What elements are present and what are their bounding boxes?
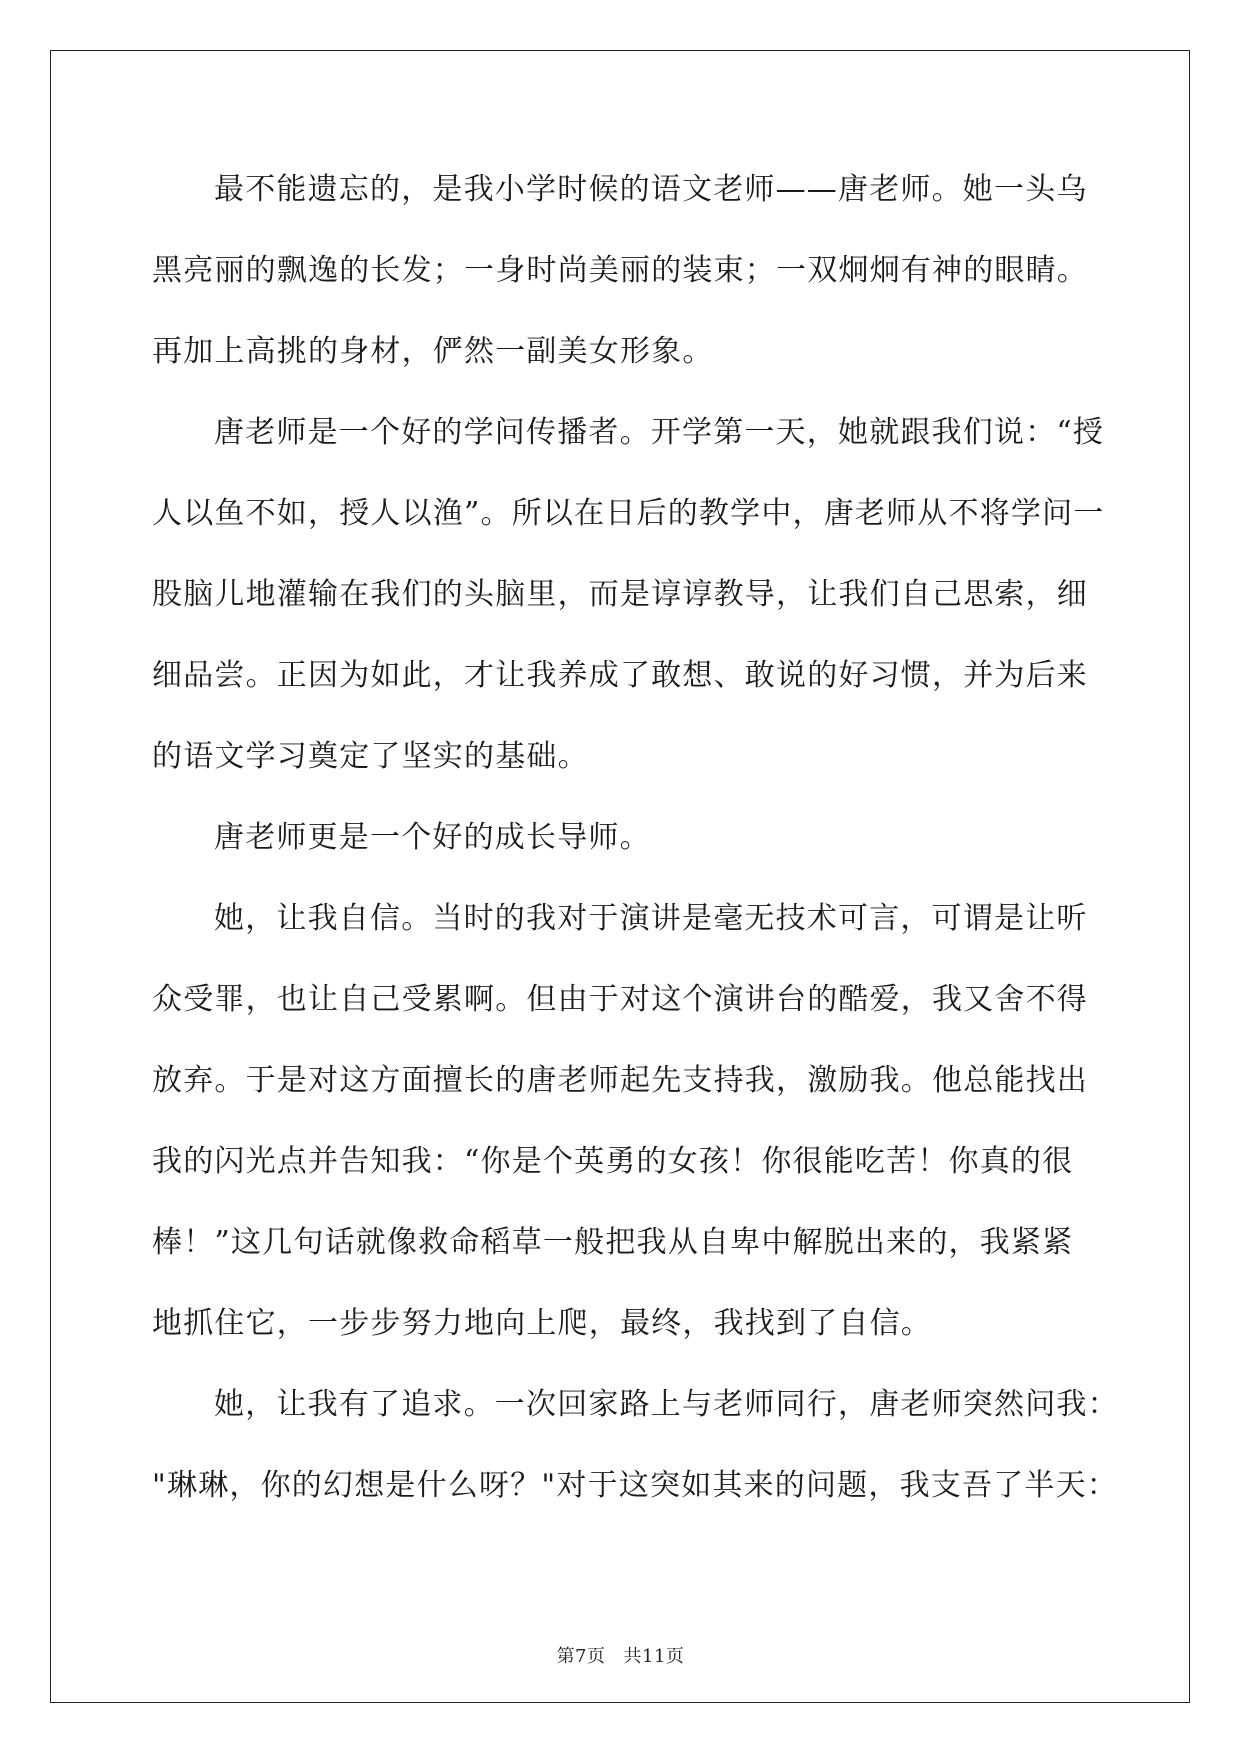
text-line: 放弃。于是对这方面擅长的唐老师起先支持我，激励我。他总能找出: [152, 1063, 1088, 1098]
text-line: 再加上高挑的身材，俨然一副美女形象。: [152, 334, 714, 369]
text-line: 细品尝。正因为如此，才让我养成了敢想、敢说的好习惯，并为后来: [152, 658, 1088, 693]
text-line: 的语文学习奠定了坚实的基础。: [152, 739, 589, 774]
text-line: "琳琳，你的幻想是什么呀？"对于这突如其来的问题，我支吾了半天：: [152, 1468, 1118, 1503]
text-line: 唐老师更是一个好的成长导师。: [214, 820, 651, 855]
page-footer: [0, 1642, 1241, 1668]
text-line: 众受罪，也让自己受累啊。但由于对这个演讲台的酷爱，我又舍不得: [152, 982, 1088, 1017]
text-line: 她，让我有了追求。一次回家路上与老师同行，唐老师突然问我：: [214, 1387, 1119, 1422]
document-body: [152, 160, 1119, 1537]
text-line: 人以鱼不如，授人以渔”。所以在日后的教学中，唐老师从不将学问一: [152, 496, 1105, 531]
text-line: 地抓住它，一步步努力地向上爬，最终，我找到了自信。: [152, 1306, 932, 1341]
text-line: 最不能遗忘的，是我小学时候的语文老师——唐老师。她一头乌: [214, 172, 1088, 207]
text-line: 唐老师是一个好的学问传播者。开学第一天，她就跟我们说：“授: [214, 415, 1105, 450]
text-line: 黑亮丽的飘逸的长发；一身时尚美丽的装束；一双炯炯有神的眼睛。: [152, 253, 1088, 288]
text-line: 她，让我自信。当时的我对于演讲是毫无技术可言，可谓是让听: [214, 901, 1088, 936]
text-line: 我的闪光点并告知我：“你是个英勇的女孩！你很能吃苦！你真的很: [152, 1144, 1074, 1179]
text-line: 棒！”这几句话就像救命稻草一般把我从自卑中解脱出来的，我紧紧: [152, 1225, 1074, 1260]
page-number: 第7页: [556, 1646, 606, 1667]
text-line: 股脑儿地灌输在我们的头脑里，而是谆谆教导，让我们自己思索，细: [152, 577, 1088, 612]
page-total: 共11页: [623, 1646, 685, 1667]
